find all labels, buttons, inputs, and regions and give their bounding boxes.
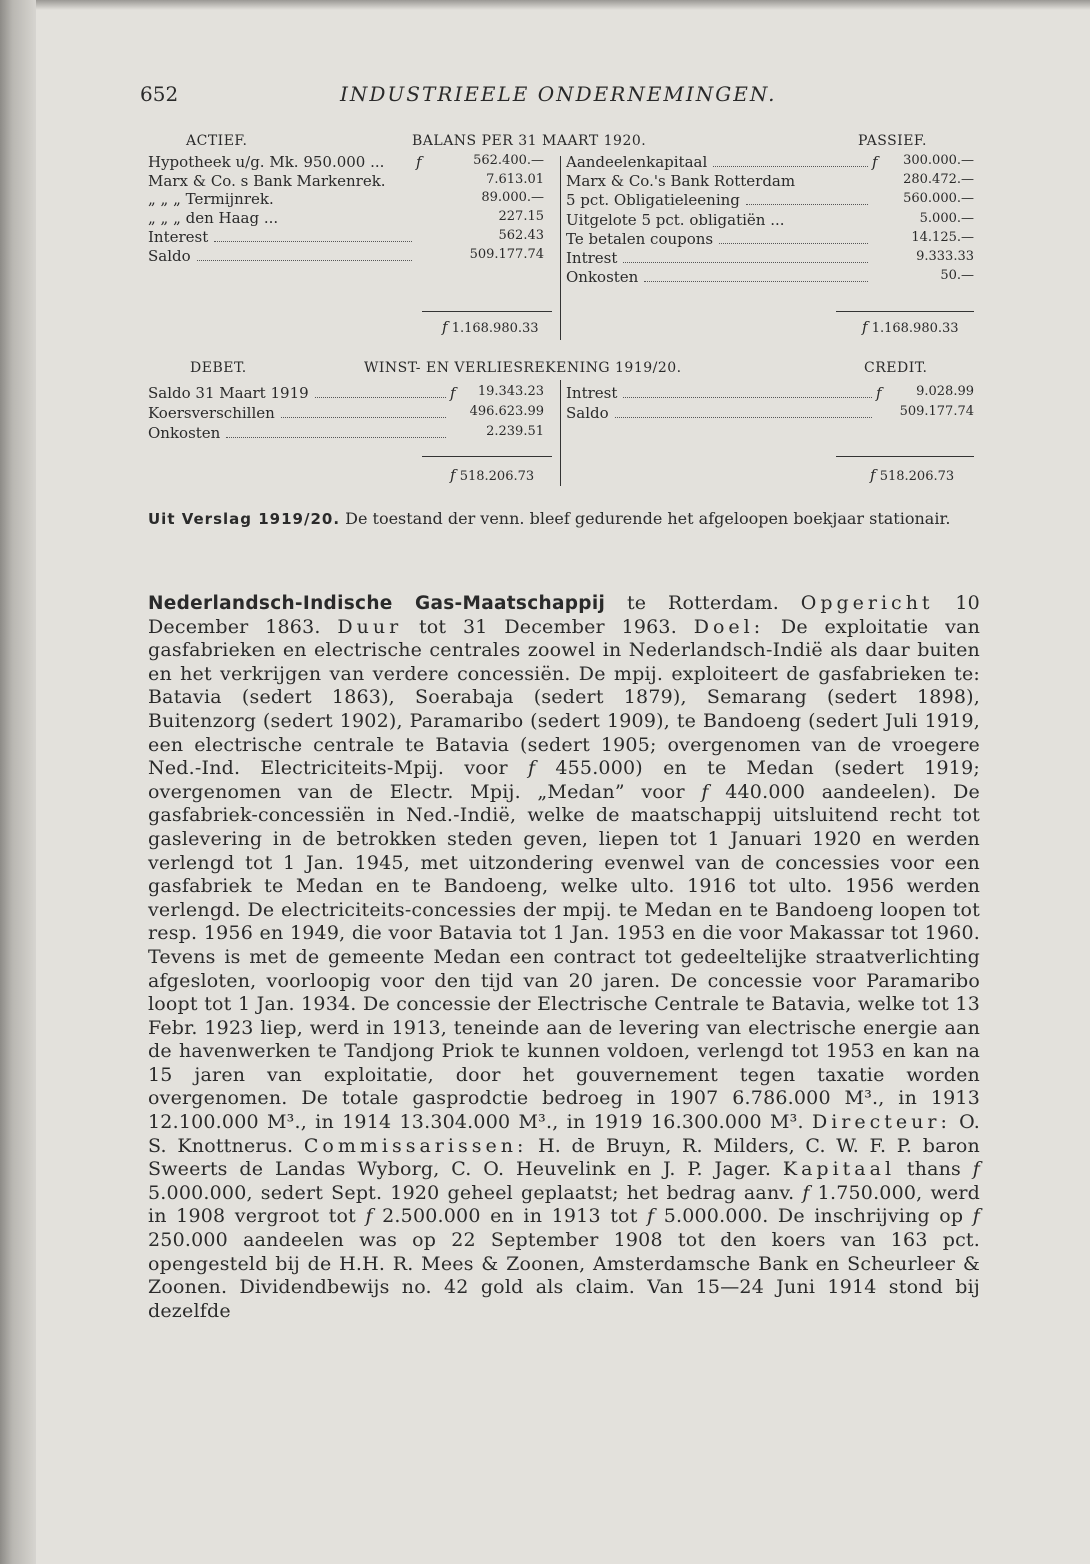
duur-label: Duur xyxy=(337,615,403,638)
ledger-row-label: „ „ „ den Haag ... xyxy=(148,209,279,228)
ledger-row-amount: 2.239.51 xyxy=(486,424,544,439)
ledger-row-currency: f xyxy=(450,384,456,402)
pnl-left-total-currency: f xyxy=(450,466,456,484)
ledger-row-amount: 509.177.74 xyxy=(469,246,544,262)
ledger-row xyxy=(566,268,974,286)
ledger-row-amount: 19.343.23 xyxy=(477,384,544,399)
leader-dots xyxy=(713,166,868,167)
ledger-row-amount: 89.000.— xyxy=(481,190,544,206)
ledger-row-label: Onkosten xyxy=(148,424,221,442)
pnl-right-heading: CREDIT. xyxy=(864,360,928,376)
kapitaal-text-2: 5.000.000, sedert Sept. 1920 geheel geplaatst; het bedrag aanv. xyxy=(148,1181,795,1204)
pnl-left-heading: DEBET. xyxy=(190,360,247,376)
pnl-left-total-rule xyxy=(422,456,552,457)
balance-right-heading: PASSIEF. xyxy=(858,133,927,149)
ledger-row xyxy=(566,384,974,402)
pnl-left-total xyxy=(450,466,534,484)
ledger-row-currency: f xyxy=(416,153,422,171)
directeur-label: Directeur: xyxy=(811,1111,951,1134)
ledger-row-amount: 560.000.— xyxy=(903,191,974,207)
opgericht-label: Opgericht xyxy=(800,592,934,614)
ledger-row-amount: 14.125.— xyxy=(911,229,974,245)
ledger-row-label: Saldo 31 Maart 1919 xyxy=(148,384,309,402)
report-lead: Uit Verslag 1919/20. xyxy=(148,510,341,528)
ledger-row-amount: 496.623.99 xyxy=(469,404,544,419)
pnl-column-divider xyxy=(560,380,561,486)
ledger-row-amount: 562.43 xyxy=(498,227,544,243)
pnl-right-total-amount: 518.206.73 xyxy=(879,469,955,484)
leader-dots xyxy=(226,437,446,438)
ledger-row-label: Intrest xyxy=(566,249,618,267)
directeur-text: O. S. Knottnerus. xyxy=(148,1111,980,1157)
ledger-row-label: Marx & Co.'s Bank Rotterdam xyxy=(566,172,796,191)
ledger-row-label: Te betalen coupons xyxy=(566,229,714,248)
report-text: De toestand der venn. bleef gedurende het afgeloopen boekjaar stationair. xyxy=(345,509,951,528)
ledger-row-label: 5 pct. Obligatieleening xyxy=(566,191,740,210)
ledger-row xyxy=(566,191,974,209)
balance-column-divider xyxy=(560,156,561,340)
pnl-caption: WINST- EN VERLIESREKENING 1919/20. xyxy=(364,360,682,376)
pnl-right-total-currency: f xyxy=(870,466,876,484)
balance-left-heading: ACTIEF. xyxy=(186,133,248,149)
guilder-sign: f xyxy=(647,1205,655,1228)
kapitaal-label: Kapitaal xyxy=(782,1158,896,1181)
ledger-row xyxy=(148,190,544,208)
ledger-row xyxy=(566,249,974,267)
running-title: INDUSTRIEELE ONDERNEMINGEN. xyxy=(340,82,777,106)
ledger-row-label: Uitgelote 5 pct. obligatiën ... xyxy=(566,210,785,229)
ledger-row-label: „ „ „ Termijnrek. xyxy=(148,190,274,209)
ledger-row xyxy=(148,153,544,171)
balance-left-total-currency: f xyxy=(442,318,448,336)
guilder-sign: f xyxy=(972,1205,980,1228)
leader-dots xyxy=(644,281,868,282)
ledger-row xyxy=(148,404,544,422)
ledger-row-amount: 50.— xyxy=(940,268,974,284)
ledger-row xyxy=(566,404,974,422)
ledger-row xyxy=(148,384,544,402)
guilder-sign: f xyxy=(701,780,709,803)
company-name: Nederlandsch-Indische Gas-Maatschappij xyxy=(148,593,606,614)
guilder-sign: f xyxy=(365,1205,373,1228)
kapitaal-text-6: 250.000 aandeelen was op 22 September 1908 tot den koers van 163 pct. opengesteld bij de H.H. R. Mees & Zoonen, Amsterdamsche Bank en Scheurleer & Zoonen. Dividendbewijs no. 42 gold als claim. Van 15—24 Juni 1914 stond bij dezelfde xyxy=(148,1229,980,1322)
leader-dots xyxy=(197,260,412,261)
article-text-2: 455.000) en te Medan (sedert 1919; overgenomen van de Electr. Mpij. „Medan” voor xyxy=(148,757,980,803)
doel-label: Doel: xyxy=(693,615,765,638)
leader-dots xyxy=(615,417,872,418)
ledger-row-amount: 280.472.— xyxy=(903,172,974,188)
ledger-row-currency: f xyxy=(872,153,878,171)
guilder-sign: f xyxy=(972,1158,980,1181)
commissarissen-text: H. de Bruyn, R. Milders, C. W. F. P. baron Sweerts de Landas Wyborg, C. O. Heuvelink en J. P. Jager. xyxy=(148,1134,980,1181)
ledger-row xyxy=(148,228,544,246)
leader-dots xyxy=(623,397,872,398)
ledger-row-label: Saldo xyxy=(148,246,191,265)
company-article xyxy=(148,592,980,1323)
ledger-row-amount: 9.028.99 xyxy=(916,384,974,399)
balance-right-total-rule xyxy=(836,311,974,312)
ledger-row-label: Onkosten xyxy=(566,268,639,287)
balance-left-total xyxy=(442,318,539,336)
ledger-row-amount: 9.333.33 xyxy=(916,249,974,264)
guilder-sign: f xyxy=(527,757,536,780)
leader-dots xyxy=(281,417,446,418)
annual-report-note xyxy=(148,508,980,530)
article-text-3: 440.000 aandeelen). De gasfabriek-concessiën in Ned.-Indië, welke de maatschappij uitsluitend recht tot gaslevering in de betrokken steden geven, liepen tot 1 Januari 1920 en werden verlengd tot 1 Jan. 1945, met uitzondering evenwel van de concessies voor een gasfabriek te Medan en te Bandoeng, welke ulto. 1916 tot ulto. 1956 werden verlengd. De electriciteits-concessies der mpij. te Medan en te Bandoeng loopen tot resp. 1956 en 1949, die voor Batavia tot 1 Jan. 1953 en die voor Makassar tot 1960. Tevens is met de gemeente Medan een contract tot gedeeltelijke straatverlichting afgesloten, voorloopig voor den tijd van 20 jaren. De concessie voor Paramaribo loopt tot 1 Jan. 1934. De concessie der Electrische Centrale te Batavia, welke tot 13 Febr. 1923 liep, werd in 1913, teneinde aan de levering van electrische energie aan de havenwerken te Tandjong Priok te kunnen voldoen, verlengd tot 1953 en kan na 15 jaren van exploitatie, door het gouvernement tegen taxatie worden overgenomen. De totale gasprodctie bedroeg in 1907 6.786.000 M³., in 1913 12.100.000 M³., in 1914 13.304.000 M³., in 1919 16.300.000 M³. xyxy=(148,780,980,1134)
ledger-row-amount: 300.000.— xyxy=(903,153,974,168)
ledger-row xyxy=(148,172,544,190)
ledger-row-label: Intrest xyxy=(566,384,618,402)
duur-text: tot 31 December 1963. xyxy=(418,615,677,638)
balance-left-total-rule xyxy=(422,311,552,312)
pnl-right-total xyxy=(870,466,954,484)
leader-dots xyxy=(623,262,868,263)
pnl-right-total-rule xyxy=(836,456,974,457)
balance-caption: BALANS PER 31 MAART 1920. xyxy=(412,133,647,149)
ledger-row xyxy=(566,211,974,229)
leader-dots xyxy=(214,241,412,242)
ledger-row-currency: f xyxy=(876,384,882,402)
article-text-1: De exploitatie van gasfabrieken en electrische centrales zoowel in Nederlandsch-Indië als daar buiten en het verkrijgen van verdere concessiën. De mpij. exploiteert de gasfabrieken te: Batavia (sedert 1863), Soerabaja (sedert 1879), Semarang (sedert 1898), Buitenzorg (sedert 1902), Paramaribo (sedert 1909), te Bandoeng (sedert Juli 1919, een electrische centrale te Batavia (sedert 1905; overgenomen van de vroegere Ned.-Ind. Electriciteits-Mpij. voor xyxy=(148,615,981,780)
balance-right-total-currency: f xyxy=(862,318,868,336)
ledger-row-label: Hypotheek u/g. Mk. 950.000 ... xyxy=(148,153,385,171)
ledger-row xyxy=(148,247,544,265)
leader-dots xyxy=(315,397,446,398)
ledger-row-label: Saldo xyxy=(566,404,609,422)
kapitaal-text-1: thans xyxy=(906,1158,961,1181)
kapitaal-text-5: 5.000.000. De inschrijving op xyxy=(663,1205,964,1228)
ledger-row xyxy=(566,230,974,248)
ledger-row-amount: 5.000.— xyxy=(919,210,974,226)
ledger-row-amount: 7.613.01 xyxy=(486,171,544,187)
balance-left-total-amount: 1.168.980.33 xyxy=(451,321,539,336)
commissarissen-label: Commissarissen: xyxy=(303,1134,528,1157)
opgericht-text: 10 December 1863. xyxy=(148,592,980,638)
page-number: 652 xyxy=(140,82,179,106)
ledger-row xyxy=(566,172,974,190)
leader-dots xyxy=(746,204,868,205)
ledger-row xyxy=(148,424,544,442)
ledger-row-label: Marx & Co. s Bank Markenrek. xyxy=(148,171,386,190)
ledger-row-amount: 562.400.— xyxy=(473,153,544,168)
ledger-row-amount: 509.177.74 xyxy=(899,404,974,419)
balance-right-total-amount: 1.168.980.33 xyxy=(871,321,959,336)
kapitaal-text-3: 1.750.000, werd in 1908 vergroot tot xyxy=(148,1181,981,1228)
ledger-row-amount: 227.15 xyxy=(498,209,544,225)
company-location: te Rotterdam. xyxy=(626,592,779,614)
ledger-row-label: Interest xyxy=(148,227,209,246)
ledger-row-label: Koersverschillen xyxy=(148,404,275,422)
pnl-left-total-amount: 518.206.73 xyxy=(459,469,535,484)
ledger-row-label: Aandeelenkapitaal xyxy=(566,153,708,171)
ledger-row xyxy=(566,153,974,171)
kapitaal-text-4: 2.500.000 en in 1913 tot xyxy=(382,1205,638,1228)
ledger-row xyxy=(148,209,544,227)
guilder-sign: f xyxy=(802,1181,810,1204)
balance-right-total xyxy=(862,318,959,336)
leader-dots xyxy=(719,243,868,244)
